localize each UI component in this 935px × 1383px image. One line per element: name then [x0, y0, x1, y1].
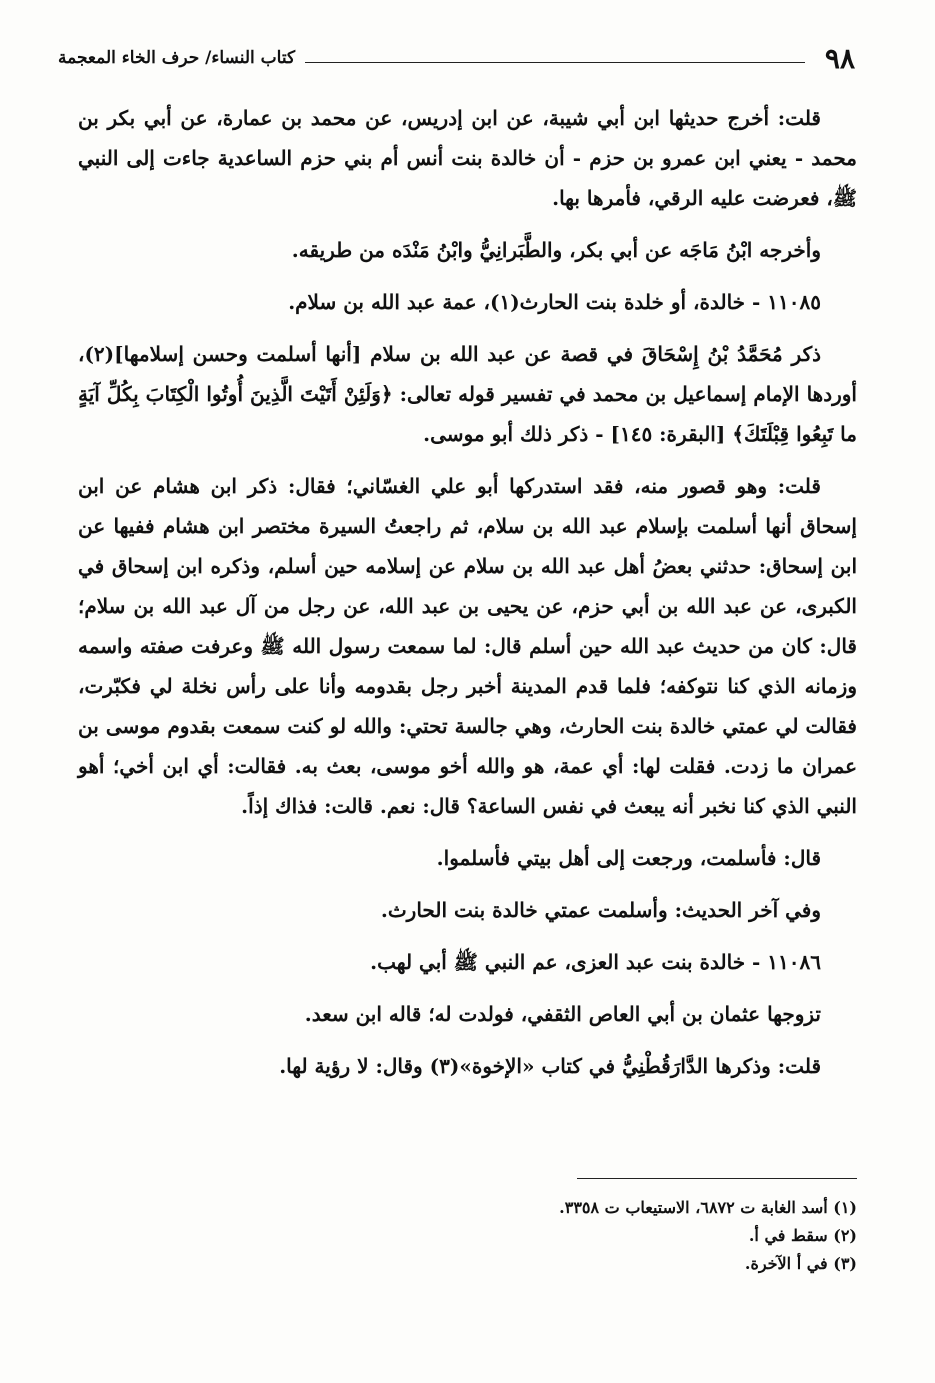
page-header — [58, 38, 855, 78]
paragraph-takhrij: قلت: أخرج حديثها ابن أبي شيبة، عن ابن إدريس، عن محمد بن عمارة، عن أبي بكر بن محمد - يعني ابن عمرو بن حزم - أن خالدة بنت أنس أم بني حزم الساعدية جاءت إلى النبي ﷺ، فعرضت عليه الرقي، فأمرها بها. — [78, 106, 857, 210]
entry-11086: ١١٠٨٦ - خالدة بنت عبد العزى، عم النبي ﷺ أبي لهب. — [370, 950, 821, 974]
running-title: كتاب النساء/ حرف الخاء المعجمة — [58, 48, 296, 68]
paragraph-akhir-hadith: وفي آخر الحديث: وأسلمت عمتي خالدة بنت الحارث. — [380, 898, 821, 922]
paragraph-ibn-saad: تزوجها عثمان بن أبي العاص الثقفي، فولدت له؛ قاله ابن سعد. — [304, 1002, 821, 1026]
footnote-1: (١) أسد الغابة ت ٦٨٧٢، الاستيعاب ت ٣٣٥٨. — [559, 1198, 857, 1217]
paragraph-aslamtu: قال: فأسلمت، ورجعت إلى أهل بيتي فأسلموا. — [436, 846, 821, 870]
main-text — [78, 98, 857, 1098]
paragraph-ghassani: قلت: وهو قصور منه، فقد استدركها أبو علي الغسّاني؛ فقال: ذكر ابن هشام عن ابن إسحاق أنها أسلمت بإسلام عبد الله بن سلام، ثم راجعتُ السيرة مختصر ابن هشام ففيها عن ابن إسحاق: حدثني بعضُ أهل عبد الله بن سلام عن إسلامه حين أسلم، وذكره ابن إسحاق في الكبرى، عن عبد الله بن أبي حزم، عن يحيى بن عبد الله، عن رجل من آل عبد الله بن سلام؛ قال: كان من حديث عبد الله حين أسلم قال: لما سمعت رسول الله ﷺ وعرفت صفته واسمه وزمانه الذي كنا نتوكفه؛ فلما قدم المدينة أخبر رجل بقدومه وأنا على رأس نخلة لي فكبّرت، فقالت لي عمتي خالدة بنت الحارث، وهي جالسة تحتي: والله لو كنت سمعت بقدوم موسى بن عمران ما زدت. فقلت لها: أي عمة، هو والله أخو موسى، بعث به. فقالت: أي ابن أخي؛ أهو النبي الذي كنا نخبر أنه يبعث في نفس الساعة؟ قال: نعم. قالت: فذاك إذاً. — [78, 474, 857, 818]
paragraph-ibn-majah: وأخرجه ابْنُ مَاجَه عن أبي بكر، والطَّبَرانِيُّ وابْنُ مَنْدَه من طريقه. — [291, 238, 821, 262]
footnote-3: (٣) في أ الآخرة. — [744, 1254, 857, 1273]
paragraph-ibn-ishaq: ذكر مُحَمَّدُ بْنُ إِسْحَاقَ في قصة عن عبد الله بن سلام [أنها أسلمت وحسن إسلامها](٢)، أوردها الإمام إسماعيل بن محمد في تفسير قوله تعالى: ﴿وَلَئِنْ أَتَيْتَ الَّذِينَ أُوتُوا الْكِتَابَ بِكُلِّ آيَةٍ ما تَبِعُوا قِبْلَتَكَ﴾ [البقرة: ١٤٥] - ذكر ذلك أبو موسى. — [78, 342, 857, 446]
footnotes — [78, 1194, 857, 1278]
footnote-2: (٢) سقط في أ. — [748, 1226, 857, 1245]
header-rule — [305, 62, 805, 63]
footnote-separator — [577, 1178, 857, 1179]
entry-11085: ١١٠٨٥ - خالدة، أو خلدة بنت الحارث(١)، عمة عبد الله بن سلام. — [288, 290, 821, 314]
paragraph-daraqutni: قلت: وذكرها الدَّارَقُطْنِيُّ في كتاب «الإخوة»(٣) وقال: لا رؤية لها. — [279, 1054, 821, 1078]
page-number: ٩٨ — [824, 41, 855, 75]
